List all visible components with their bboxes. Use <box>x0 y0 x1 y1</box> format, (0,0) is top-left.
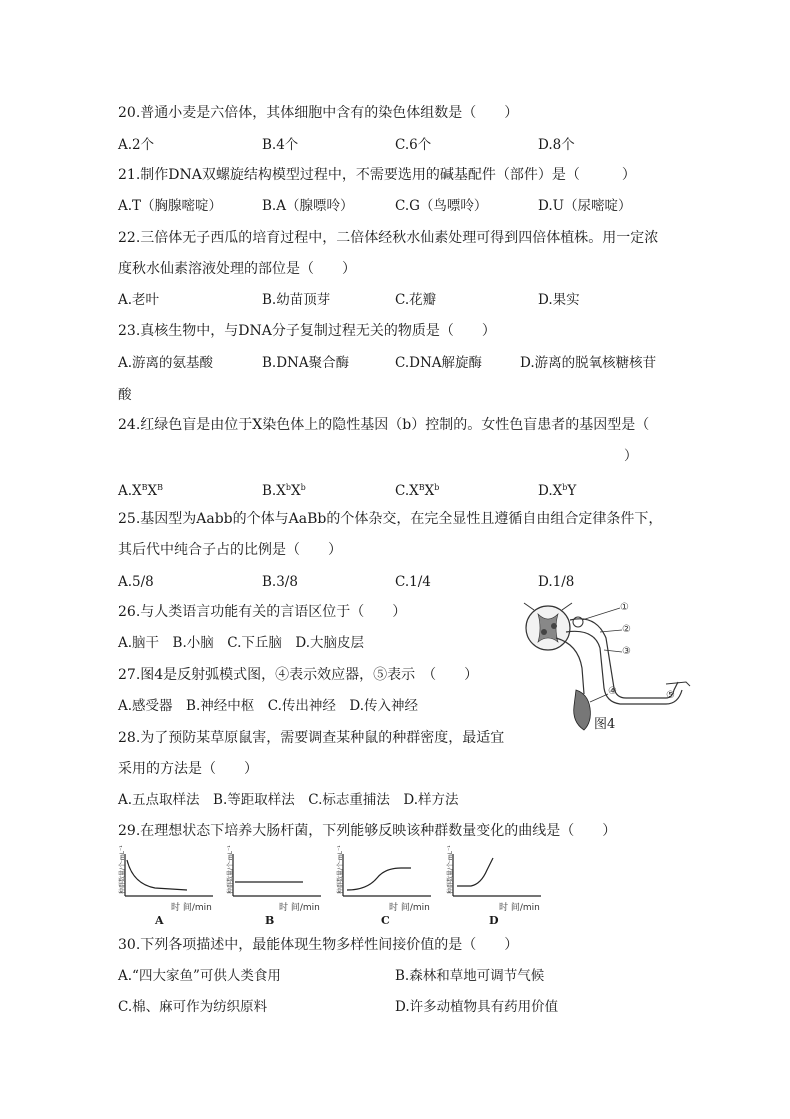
graph-a-ylabel: 种群数量/个·mL⁻¹ <box>119 845 126 894</box>
q27-options: A.感受器 B.神经中枢 C.传出神经 D.传入神经 <box>118 698 419 714</box>
figure4-label-3: ③ <box>622 646 631 657</box>
graph-d-ylabel: 种群数量/个·mL⁻¹ <box>447 845 454 894</box>
graph-d-caption: D <box>489 914 499 927</box>
q20-option-c: C.6个 <box>395 137 432 153</box>
q30-option-b: B.森林和草地可调节气候 <box>395 968 545 984</box>
graph-c-xlabel: 时 间/min <box>389 903 430 913</box>
q29-graphs <box>115 845 545 930</box>
q23-option-c: C.DNA解旋酶 <box>395 355 483 371</box>
graph-c <box>343 854 431 896</box>
q22-option-c: C.花瓣 <box>395 292 437 308</box>
q22-stem-line1: 22.三倍体无子西瓜的培育过程中，二倍体经秋水仙素处理可得到四倍体植株。用一定浓 <box>118 230 659 246</box>
q30-option-d: D.许多动植物具有药用价值 <box>395 999 559 1015</box>
q21-option-b: B.A（腺嘌呤） <box>262 198 354 214</box>
q22-option-a: A.老叶 <box>118 292 160 308</box>
q22-stem-line2: 度秋水仙素溶液处理的部位是（ ） <box>118 261 356 277</box>
q25-option-a: A.5/8 <box>118 574 154 590</box>
q25-option-d: D.1/8 <box>538 574 575 590</box>
graph-b-ylabel: 种群数量/个·mL⁻¹ <box>227 845 234 894</box>
graph-d-xlabel: 时 间/min <box>499 903 540 913</box>
q24-option-d: $D.X^bY$ <box>538 483 577 499</box>
q28-stem-line1: 28.为了预防某草原鼠害，需要调查某种鼠的种群密度，最适宜 <box>118 730 505 746</box>
reflex-arc-diagram <box>516 598 692 734</box>
figure4-label-4: ④ <box>608 686 617 697</box>
q24-stem-end: ） <box>624 448 638 464</box>
q27-stem: 27.图4是反射弧模式图，④表示效应器，⑤表示 （ ） <box>118 667 479 683</box>
q21-stem: 21.制作DNA双螺旋结构模型过程中，不需要选用的碱基配件（部件）是（ ） <box>118 167 636 183</box>
figure4-reflex-arc <box>516 598 692 734</box>
q22-option-b: B.幼苗顶芽 <box>262 292 331 308</box>
graph-a-xlabel: 时 间/min <box>171 903 212 913</box>
q21-option-c: C.G（鸟嘌呤） <box>395 198 488 214</box>
q29-curves <box>115 850 545 930</box>
graph-a-caption: A <box>155 914 164 927</box>
q21-option-d: D.U（尿嘧啶） <box>538 198 632 214</box>
graph-b-caption: B <box>265 914 275 927</box>
q23-option-d: D.游离的脱氧核糖核苷 <box>520 355 657 371</box>
q30-stem: 30.下列各项描述中，最能体现生物多样性间接价值的是（ ） <box>118 937 519 953</box>
figure4-label-2: ② <box>622 624 631 635</box>
q20-option-b: B.4个 <box>262 137 299 153</box>
q23-option-a: A.游离的氨基酸 <box>118 355 214 371</box>
q20-stem: 20.普通小麦是六倍体，其体细胞中含有的染色体组数是（ ） <box>118 105 519 121</box>
q21-option-a: A.T（胸腺嘧啶） <box>118 198 223 214</box>
figure4-caption: 图4 <box>594 717 616 732</box>
q25-option-c: C.1/4 <box>395 574 431 590</box>
graph-a <box>125 854 213 896</box>
figure4-label-5: ⑤ <box>666 690 675 701</box>
q30-option-a: A.“四大家鱼”可供人类食用 <box>118 968 281 984</box>
q26-options: A.脑干 B.小脑 C.下丘脑 D.大脑皮层 <box>118 635 365 651</box>
graph-b <box>233 854 321 896</box>
q25-stem-line1: 25.基因型为Aabb的个体与AaBb的个体杂交，在完全显性且遵循自由组合定律条件下， <box>118 511 663 527</box>
q24-option-b: $B.X^bX^b$ <box>262 483 306 499</box>
graph-d <box>453 854 541 896</box>
q23-option-b: B.DNA聚合酶 <box>262 355 350 371</box>
graph-b-xlabel: 时 间/min <box>279 903 320 913</box>
q26-stem: 26.与人类语言功能有关的言语区位于（ ） <box>118 604 407 620</box>
figure4-label-1: ① <box>620 602 629 613</box>
q20-option-a: A.2个 <box>118 137 155 153</box>
q24-option-c: $C.X^BX^b$ <box>395 483 440 499</box>
q25-stem-line2: 其后代中纯合子占的比例是（ ） <box>118 542 342 558</box>
q20-option-d: D.8个 <box>538 137 575 153</box>
q28-stem-line2: 采用的方法是（ ） <box>118 761 258 777</box>
q30-option-c: C.棉、麻可作为纺织原料 <box>118 999 268 1015</box>
q25-option-b: B.3/8 <box>262 574 298 590</box>
q23-option-d-continued: 酸 <box>118 387 132 403</box>
graph-c-caption: C <box>381 914 390 927</box>
graph-c-ylabel: 种群数量/个·mL⁻¹ <box>337 845 344 894</box>
q23-stem: 23.真核生物中，与DNA分子复制过程无关的物质是（ ） <box>118 323 496 339</box>
q29-stem: 29.在理想状态下培养大肠杆菌，下列能够反映该种群数量变化的曲线是（ ） <box>118 823 617 839</box>
q24-stem: 24.红绿色盲是由位于X染色体上的隐性基因（b）控制的。女性色盲患者的基因型是（ <box>118 417 650 433</box>
q28-options: A.五点取样法 B.等距取样法 C.标志重捕法 D.样方法 <box>118 792 459 808</box>
q22-option-d: D.果实 <box>538 292 580 308</box>
q24-option-a: $A.X^BX^B$ <box>118 483 164 499</box>
